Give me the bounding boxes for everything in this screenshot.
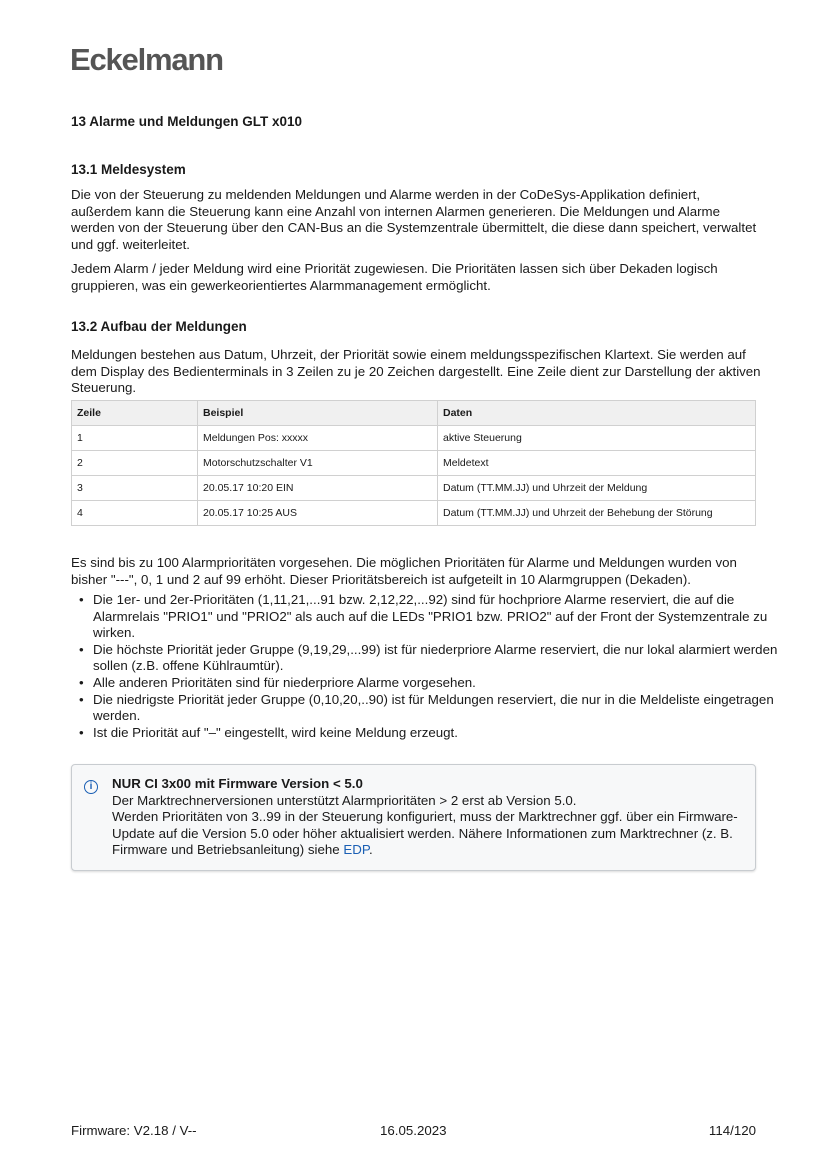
- footer-firmware: Firmware: V2.18 / V--: [71, 1123, 197, 1138]
- message-structure-table: [71, 400, 756, 526]
- table-cell: Meldetext: [438, 451, 756, 476]
- list-item: • Die 1er- und 2er-Prioritäten (1,11,21,...91 bzw. 2,12,22,...92) sind für hochpriore Alarme reserviert, die auf die Alarmrelais "PRIO1" und "PRIO2" als auch auf die LEDs "PRIO1 bzw. PRIO2" auf der Front der Systemzentrale zu wirken.: [93, 592, 783, 642]
- table-cell: 20.05.17 10:25 AUS: [198, 501, 438, 526]
- section-title-meldesystem: 13.1 Meldesystem: [71, 162, 186, 177]
- table-header-row: [72, 401, 756, 426]
- footer-date: 16.05.2023: [380, 1123, 447, 1138]
- table-row: [72, 501, 756, 526]
- priority-list: [71, 592, 783, 741]
- table-cell: Meldungen Pos: xxxxx: [198, 426, 438, 451]
- column-header: Daten: [438, 401, 756, 426]
- table-cell: Datum (TT.MM.JJ) und Uhrzeit der Behebung der Störung: [438, 501, 756, 526]
- note-text-end: .: [368, 842, 373, 858]
- paragraph: Es sind bis zu 100 Alarmprioritäten vorgesehen. Die möglichen Prioritäten für Alarme und Meldungen wurden von bisher "---", 0, 1 und 2 auf 99 erhöht. Dieser Prioritätsbereich ist aufgeteilt in 10 Alarmgruppen (Dekaden).: [71, 555, 737, 587]
- list-item: • Ist die Priorität auf "–" eingestellt, wird keine Meldung erzeugt.: [93, 725, 783, 742]
- paragraph: Jedem Alarm / jeder Meldung wird eine Priorität zugewiesen. Die Prioritäten lassen sich über Dekaden logisch gruppieren, was ein gewerkeorientiertes Alarmmanagement ermöglicht.: [71, 261, 718, 293]
- note-title: NUR CI 3x00 mit Firmware Version < 5.0: [112, 776, 363, 791]
- table-cell: 3: [72, 476, 198, 501]
- table-cell: 1: [72, 426, 198, 451]
- table-row: [72, 476, 756, 501]
- list-item: • Die höchste Priorität jeder Gruppe (9,19,29,...99) ist für niederpriore Alarme reserviert, die nur lokal alarmiert werden sollen (z.B. offene Kühlraumtür).: [93, 642, 783, 675]
- footer-page-number: 114/120: [708, 1123, 756, 1138]
- table-cell: 2: [72, 451, 198, 476]
- paragraph: Meldungen bestehen aus Datum, Uhrzeit, der Priorität sowie einem meldungsspezifischen Klartext. Sie werden auf dem Display des Bedienterminals in 3 Zeilen zu je 20 Zeichen dargestellt. Eine Zeile dient zur Darstellung der aktiven Steuerung.: [71, 347, 761, 396]
- info-note-box: [71, 764, 756, 871]
- paragraph: Die von der Steuerung zu meldenden Meldungen und Alarme werden in der CoDeSys-Applikation definiert, außerdem kann die Steuerung kann eine Anzahl von internen Alarmen generieren. Die Meldungen und Alarme werden von der Steuerung über den CAN-Bus an die Systemzentrale übermittelt, die diese dann speichert, verwaltet und ggf. weiterleitet.: [71, 187, 757, 252]
- edp-link[interactable]: EDP: [343, 842, 369, 858]
- column-header: Beispiel: [198, 401, 438, 426]
- table-row: [72, 426, 756, 451]
- section-title-aufbau: 13.2 Aufbau der Meldungen: [71, 319, 247, 334]
- column-header: Zeile: [72, 401, 198, 426]
- table-cell: 4: [72, 501, 198, 526]
- table-cell: Datum (TT.MM.JJ) und Uhrzeit der Meldung: [438, 476, 756, 501]
- table-cell: aktive Steuerung: [438, 426, 756, 451]
- list-item: • Alle anderen Prioritäten sind für niederpriore Alarme vorgesehen.: [93, 675, 783, 692]
- table-cell: Motorschutzschalter V1: [198, 451, 438, 476]
- eckelmann-logo: Eckelmann: [70, 42, 223, 77]
- info-icon: i: [84, 780, 98, 794]
- table-cell: 20.05.17 10:20 EIN: [198, 476, 438, 501]
- table-row: [72, 451, 756, 476]
- list-item: • Die niedrigste Priorität jeder Gruppe (0,10,20,..90) ist für Meldungen reserviert, die nur in die Meldeliste eingetragen werden.: [93, 692, 783, 725]
- chapter-title: 13 Alarme und Meldungen GLT x010: [71, 114, 303, 129]
- note-text: Werden Prioritäten von 3..99 in der Steuerung konfiguriert, muss der Marktrechner ggf. über ein Firmware-Update auf die Version 5.0 oder höher aktualisiert werden. Nähere Informationen zum Marktrechner (z. B. Firmware und Betriebsanleitung) siehe: [112, 809, 738, 858]
- note-text: Der Marktrechnerversionen unterstützt Alarmprioritäten > 2 erst ab Version 5.0.: [112, 792, 577, 808]
